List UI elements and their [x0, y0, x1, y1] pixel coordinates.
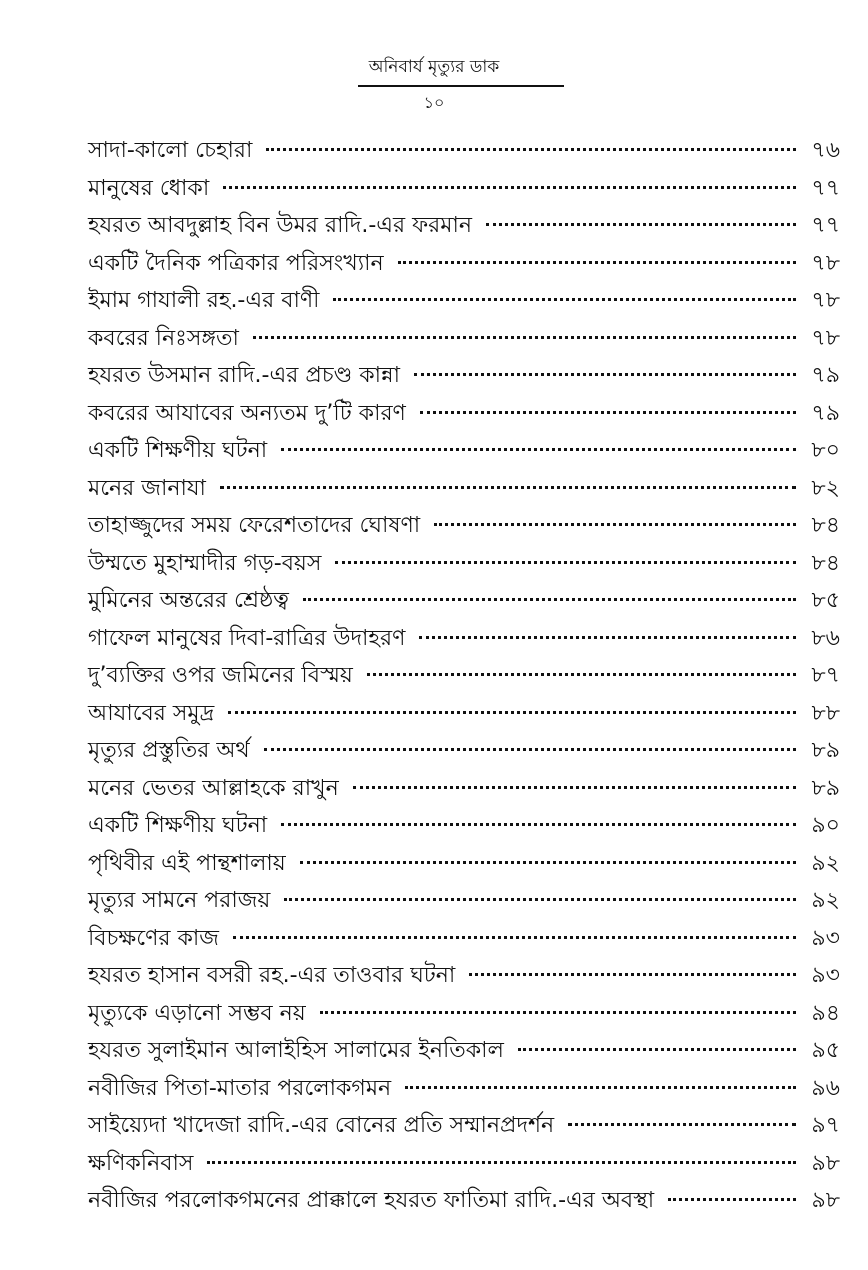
dot-leader — [281, 823, 796, 826]
dot-leader — [486, 223, 796, 226]
dot-leader — [281, 448, 796, 451]
dot-leader — [223, 186, 796, 189]
toc-entry[interactable] — [88, 882, 840, 920]
dot-leader — [420, 411, 796, 414]
toc-entry[interactable] — [88, 357, 840, 395]
toc-entry-title: একটি শিক্ষণীয় ঘটনা — [88, 438, 268, 463]
toc-entry-title: সাইয়্যেদা খাদেজা রাদি.-এর বোনের প্রতি সম্মানপ্রদর্শন — [88, 1113, 555, 1138]
toc-entry[interactable] — [88, 545, 840, 583]
toc-entry-page-number: ৯৫ — [811, 1038, 840, 1063]
toc-entry-page-number: ৭৬ — [811, 138, 840, 163]
toc-entry-title: হযরত আবদুল্লাহ বিন উমর রাদি.-এর ফরমান — [88, 213, 472, 238]
dot-leader — [207, 1161, 796, 1164]
dot-leader — [469, 973, 796, 976]
toc-entry[interactable] — [88, 1182, 840, 1220]
toc-entry-title: মৃত্যুর সামনে পরাজয় — [88, 888, 271, 913]
dot-leader — [568, 1123, 796, 1126]
toc-entry-page-number: ৮৪ — [811, 550, 840, 576]
toc-entry-page-number: ৯৩ — [811, 925, 840, 951]
toc-entry[interactable] — [88, 1070, 840, 1108]
toc-entry-page-number: ৮২ — [811, 475, 840, 501]
toc-entry-page-number: ৮৯ — [811, 775, 840, 801]
dot-leader — [367, 673, 796, 676]
toc-entry-page-number: ৯৩ — [811, 963, 840, 988]
dot-leader — [264, 748, 796, 751]
toc-entry-title: মৃত্যুর প্রস্তুতির অর্থ — [88, 738, 250, 763]
dot-leader — [284, 898, 796, 901]
dot-leader — [228, 711, 796, 714]
toc-entry-title: দু’ব্যক্তির ওপর জমিনের বিস্ময় — [88, 663, 353, 688]
toc-entry[interactable] — [88, 1145, 840, 1183]
toc-entry[interactable] — [88, 657, 840, 695]
toc-entry-page-number: ৯৬ — [811, 1075, 840, 1101]
toc-entry[interactable] — [88, 1032, 840, 1070]
dot-leader — [220, 486, 796, 489]
toc-entry-title: কবরের নিঃসঙ্গতা — [88, 325, 239, 351]
toc-entry-title: হযরত হাসান বসরী রহ.-এর তাওবার ঘটনা — [88, 963, 456, 988]
dot-leader — [405, 1086, 796, 1089]
toc-entry[interactable] — [88, 807, 840, 845]
toc-entry-page-number: ৮৬ — [811, 625, 840, 651]
toc-entry-title: পৃথিবীর এই পান্থশালায় — [88, 850, 286, 876]
dot-leader — [414, 373, 796, 376]
header-rule — [358, 85, 564, 87]
toc-entry-page-number: ৮৮ — [811, 700, 840, 726]
toc-entry-title: গাফেল মানুষের দিবা-রাত্রির উদাহরণ — [88, 625, 406, 651]
toc-entry-title: মনের ভেতর আল্লাহকে রাখুন — [88, 775, 339, 801]
dot-leader — [233, 936, 796, 939]
toc-entry-title: হযরত উসমান রাদি.-এর প্রচণ্ড কান্না — [88, 363, 400, 388]
dot-leader — [434, 523, 796, 526]
page-header — [0, 56, 868, 82]
toc-entry[interactable] — [88, 770, 840, 808]
toc-entry-page-number: ৮০ — [811, 438, 840, 463]
toc-entry-page-number: ৭৮ — [811, 288, 840, 313]
toc-entry[interactable] — [88, 432, 840, 470]
toc-entry-page-number: ৭৯ — [811, 363, 840, 388]
toc-entry[interactable] — [88, 320, 840, 358]
dot-leader — [253, 336, 796, 339]
dot-leader — [300, 861, 796, 864]
dot-leader — [419, 636, 796, 639]
toc-entry[interactable] — [88, 282, 840, 320]
toc-entry-page-number: ৯৭ — [811, 1113, 840, 1138]
toc-entry-page-number: ৮৫ — [811, 588, 840, 613]
toc-entry[interactable] — [88, 582, 840, 620]
toc-entry[interactable] — [88, 1107, 840, 1145]
toc-entry-page-number: ৮৪ — [811, 513, 840, 538]
toc-entry[interactable] — [88, 132, 840, 170]
toc-entry-title: বিচক্ষণের কাজ — [88, 925, 219, 951]
toc-entry[interactable] — [88, 695, 840, 733]
toc-entry[interactable] — [88, 470, 840, 508]
toc-entry-title: আযাবের সমুদ্র — [88, 700, 215, 726]
toc-entry-page-number: ৭৮ — [811, 325, 840, 351]
dot-leader — [668, 1198, 796, 1201]
toc-entry-title: সাদা-কালো চেহারা — [88, 138, 253, 163]
toc-entry-title: কবরের আযাবের অন্যতম দু’টি কারণ — [88, 400, 406, 426]
toc-entry[interactable] — [88, 957, 840, 995]
running-title: অনিবার্য মৃত্যুর ডাক — [368, 57, 500, 77]
toc-entry-page-number: ৯২ — [811, 850, 840, 876]
toc-entry-page-number: ৯০ — [811, 813, 840, 838]
dot-leader — [320, 1011, 796, 1014]
toc-entry-page-number: ৮৭ — [811, 663, 840, 688]
dot-leader — [333, 298, 796, 301]
toc-entry[interactable] — [88, 507, 840, 545]
toc-entry-page-number: ৭৯ — [811, 400, 840, 426]
toc-entry-title: একটি দৈনিক পত্রিকার পরিসংখ্যান — [88, 250, 384, 276]
toc-entry[interactable] — [88, 920, 840, 958]
toc-entry-page-number: ৮৯ — [811, 738, 840, 763]
toc-entry-title: হযরত সুলাইমান আলাইহিস সালামের ইনতিকাল — [88, 1038, 504, 1063]
dot-leader — [518, 1048, 796, 1051]
toc-entry[interactable] — [88, 845, 840, 883]
dot-leader — [353, 786, 796, 789]
toc-entry-page-number: ৯৮ — [811, 1150, 840, 1176]
page-number: ১০ — [423, 93, 445, 112]
dot-leader — [398, 261, 796, 264]
toc-entry[interactable] — [88, 395, 840, 433]
toc-entry-title: মনের জানাযা — [88, 475, 206, 501]
dot-leader — [266, 148, 796, 151]
toc-entry-title: ইমাম গাযালী রহ.-এর বাণী — [88, 288, 320, 313]
toc-entry-title: মুমিনের অন্তরের শ্রেষ্ঠত্ব — [88, 588, 289, 613]
toc-entry-title: উম্মতে মুহাম্মাদীর গড়-বয়স — [88, 550, 322, 576]
toc-entry-title: নবীজির পরলোকগমনের প্রাক্কালে হযরত ফাতিমা রাদি.-এর অবস্থা — [88, 1188, 655, 1213]
toc-entry-title: মৃত্যুকে এড়ানো সম্ভব নয় — [88, 1000, 306, 1026]
toc-entry[interactable] — [88, 245, 840, 283]
toc-entry-page-number: ৭৭ — [811, 213, 840, 238]
toc-entry[interactable] — [88, 170, 840, 208]
dot-leader — [335, 561, 796, 564]
toc-entry-title: তাহাজ্জুদের সময় ফেরেশতাদের ঘোষণা — [88, 513, 421, 538]
toc-entry-page-number: ৭৮ — [811, 250, 840, 276]
toc-entry[interactable] — [88, 207, 840, 245]
toc-entry[interactable] — [88, 995, 840, 1033]
table-of-contents — [88, 132, 840, 1220]
toc-entry-page-number: ৯২ — [811, 888, 840, 913]
toc-entry-page-number: ৯৮ — [811, 1188, 840, 1213]
toc-entry-title: একটি শিক্ষণীয় ঘটনা — [88, 813, 268, 838]
toc-entry[interactable] — [88, 620, 840, 658]
toc-entry-page-number: ৯৪ — [811, 1000, 840, 1026]
toc-entry-title: মানুষের ধোকা — [88, 175, 210, 201]
toc-entry-title: ক্ষণিকনিবাস — [88, 1150, 194, 1176]
dot-leader — [303, 598, 796, 601]
toc-entry[interactable] — [88, 732, 840, 770]
toc-entry-page-number: ৭৭ — [811, 175, 840, 201]
toc-entry-title: নবীজির পিতা-মাতার পরলোকগমন — [88, 1075, 392, 1101]
